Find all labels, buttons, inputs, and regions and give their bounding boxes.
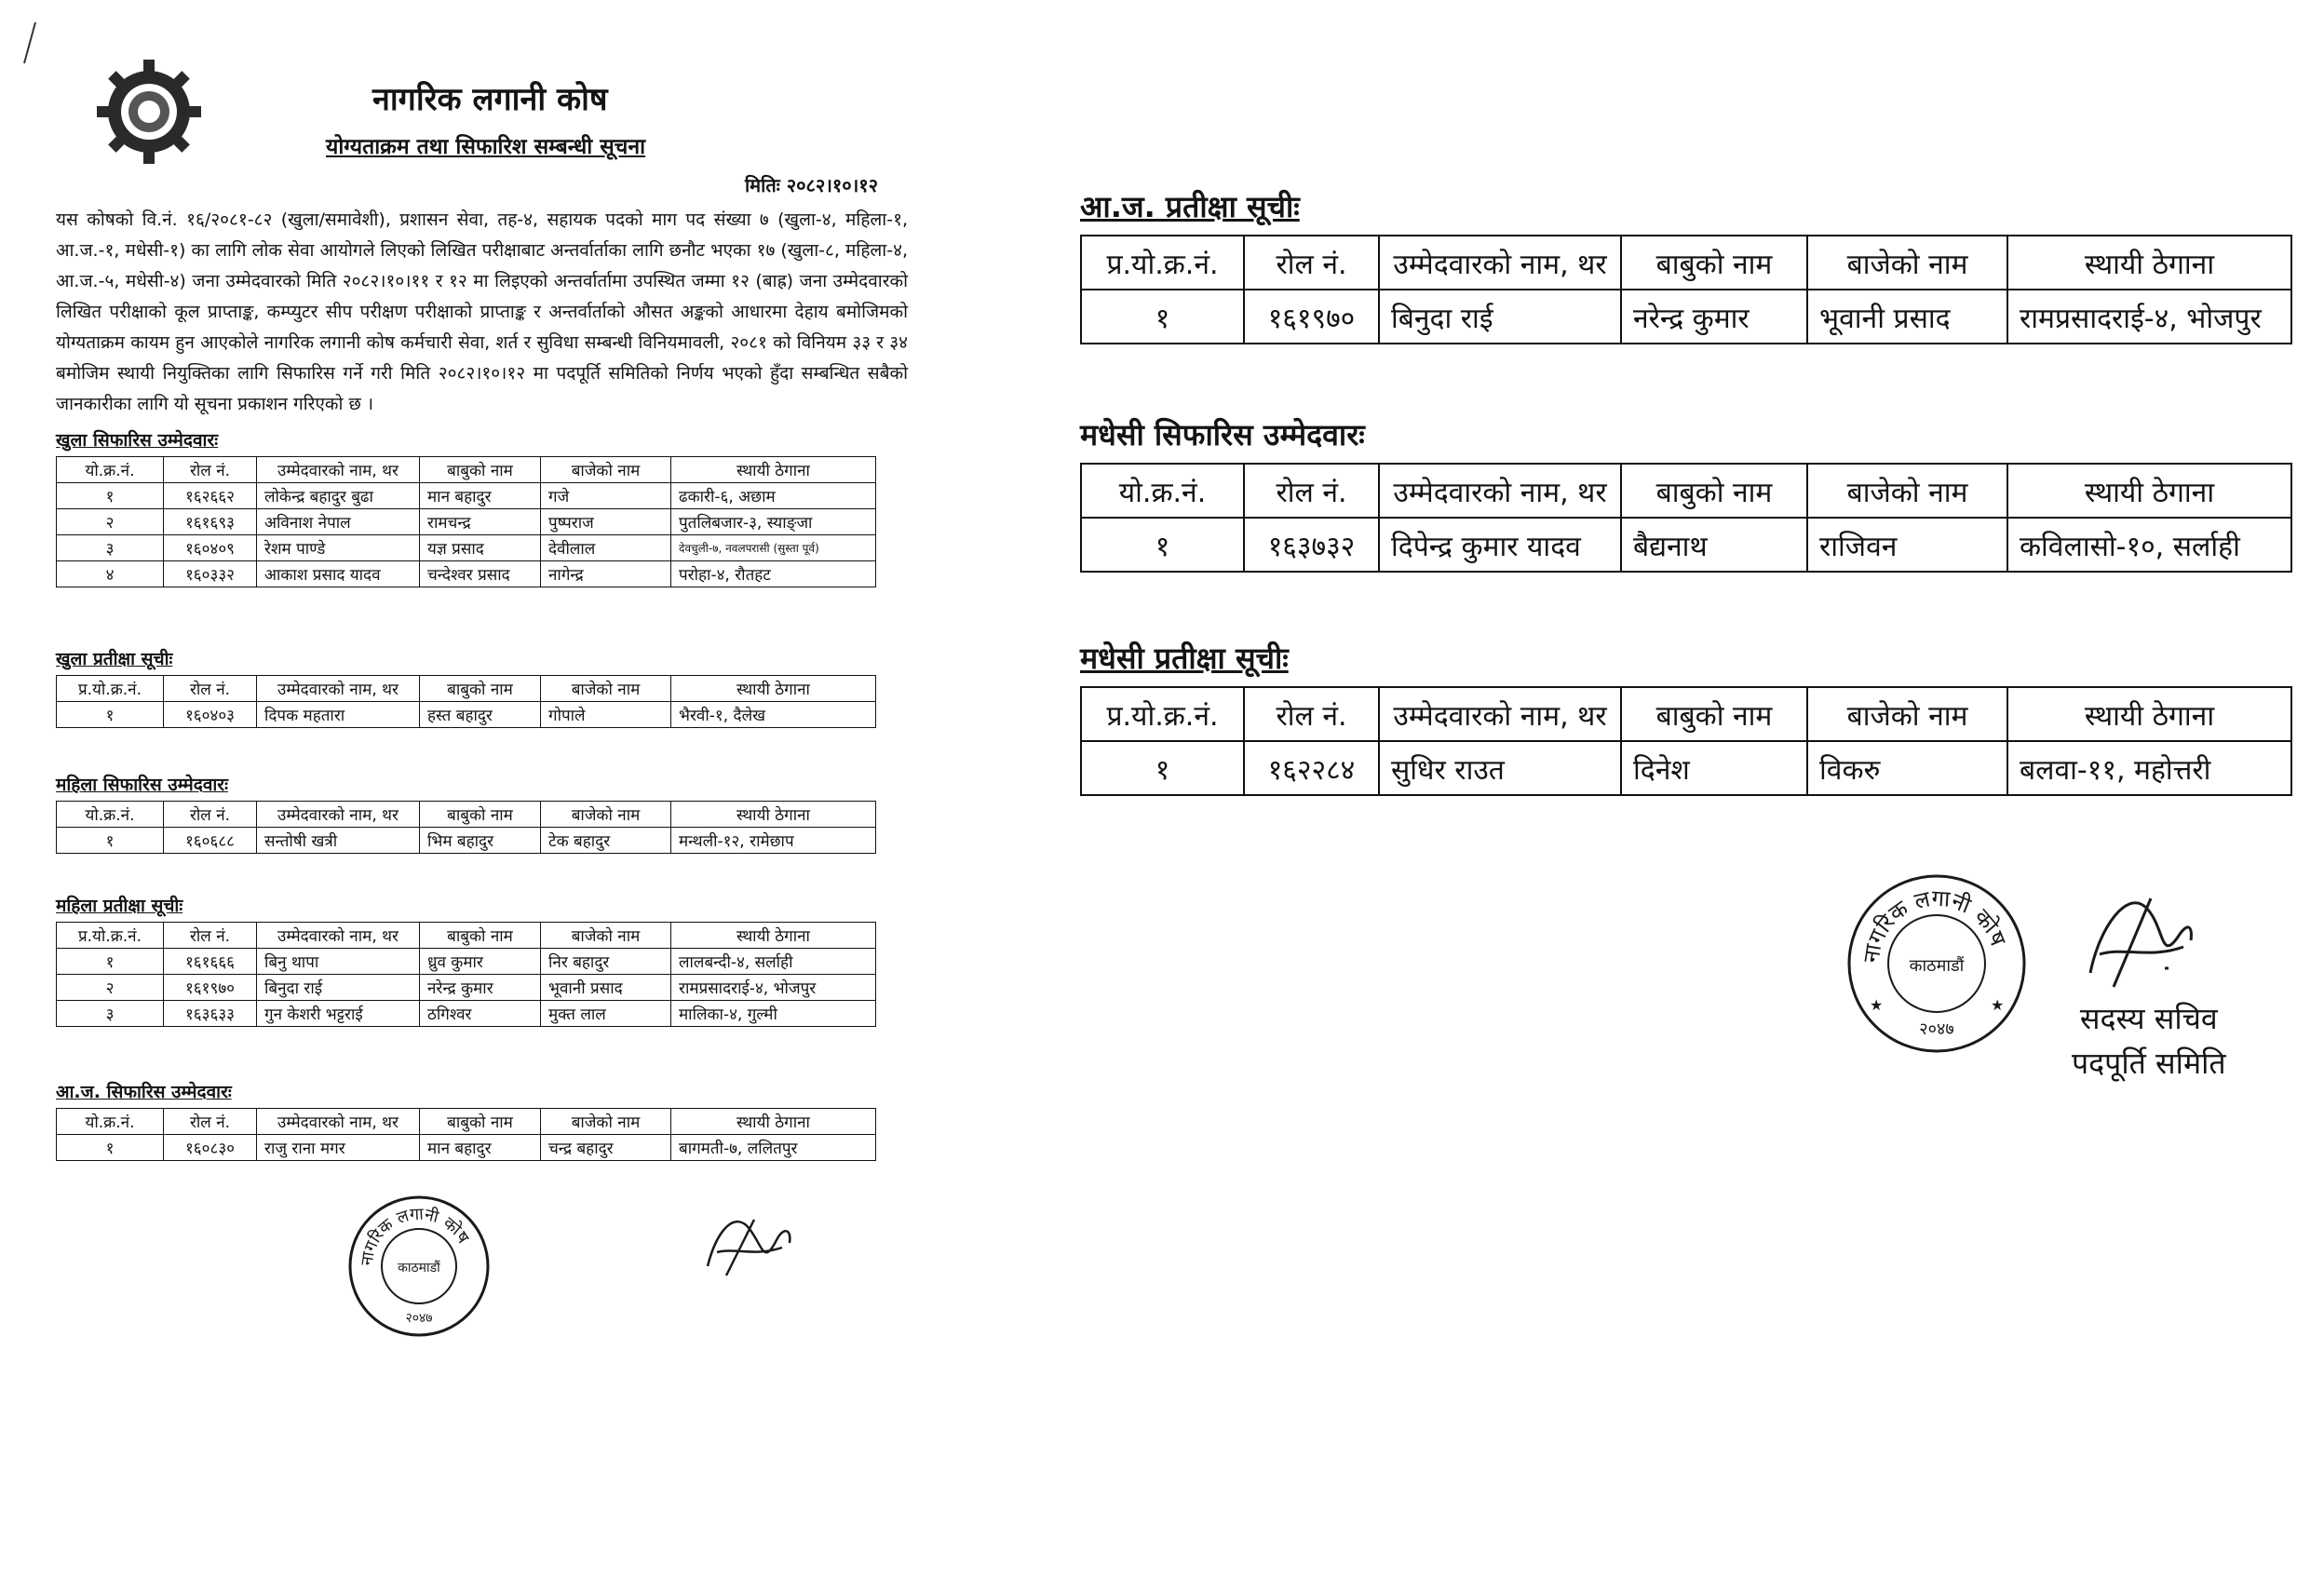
- col-sn: यो.क्र.नं.: [57, 1109, 164, 1135]
- candidate-table: [1080, 235, 2292, 344]
- table-row: [1081, 290, 2291, 344]
- col-father: बाबुको नाम: [420, 676, 541, 702]
- section-heading: आ.ज. सिफारिस उम्मेदवारः: [56, 1082, 232, 1102]
- cell-father: रामचन्द्र: [420, 509, 541, 535]
- table-header-row: [57, 457, 876, 483]
- col-sn: प्र.यो.क्र.नं.: [57, 676, 164, 702]
- cell-address: ढकारी-६, अछाम: [671, 483, 876, 509]
- section-aaja-waiting: [1080, 186, 2290, 344]
- cell-father: मान बहादुर: [420, 483, 541, 509]
- col-sn: प्र.यो.क्र.नं.: [57, 923, 164, 949]
- table-header-row: [57, 802, 876, 828]
- section-mahila-waiting: [56, 894, 908, 1027]
- cell-father: ठगिश्वर: [420, 1001, 541, 1027]
- cell-sn: १: [57, 828, 164, 854]
- table-row: [57, 535, 876, 561]
- cell-sn: ४: [57, 561, 164, 587]
- cell-sn: ३: [57, 535, 164, 561]
- table-header-row: [1081, 464, 2291, 518]
- col-name: उम्मेदवारको नाम, थर: [1379, 236, 1621, 290]
- col-father: बाबुको नाम: [420, 1109, 541, 1135]
- cell-sn: १: [1081, 290, 1244, 344]
- cell-roll: १६३७३२: [1244, 518, 1379, 572]
- cell-father: भिम बहादुर: [420, 828, 541, 854]
- cell-grandfather: टेक बहादुर: [541, 828, 671, 854]
- seal-year-text: २०४७: [1919, 1019, 1954, 1039]
- cell-address: बागमती-७, ललितपुर: [671, 1135, 876, 1161]
- seal-ring-text: नागरिक लगानी कोष: [1858, 884, 2012, 965]
- cell-grandfather: भूवानी प्रसाद: [541, 975, 671, 1001]
- cell-address: देवचुली-७, नवलपरासी (सुस्ता पूर्व): [671, 535, 876, 561]
- section-heading: खुला प्रतीक्षा सूचीः: [56, 649, 173, 669]
- section-mahila-recommended: [56, 773, 908, 854]
- col-grandfather: बाजेको नाम: [1807, 687, 2007, 741]
- table-row: [57, 561, 876, 587]
- cell-name: लोकेन्द्र बहादुर बुढा: [257, 483, 420, 509]
- cell-roll: १६१६६६: [164, 949, 257, 975]
- table-row: [57, 509, 876, 535]
- table-row: [57, 483, 876, 509]
- cell-roll: १६०३३२: [164, 561, 257, 587]
- cell-father: ध्रुव कुमार: [420, 949, 541, 975]
- table-header-row: [57, 1109, 876, 1135]
- organization-name: नागरिक लगानी कोष: [372, 81, 608, 118]
- section-heading: मधेसी सिफारिस उम्मेदवारः: [1080, 417, 1365, 452]
- seal-star-icon: ★: [1870, 996, 1884, 1014]
- left-page: [56, 19, 931, 1326]
- cell-name: सुधिर राउत: [1379, 741, 1621, 795]
- cell-address: कविलासो-१०, सर्लाही: [2007, 518, 2291, 572]
- notice-body: यस कोषको वि.नं. १६/२०८१-८२ (खुला/समावेशी), प्रशासन सेवा, तह-४, सहायक पदको माग पद संख्या ७ (खुला-४, महिला-१, आ.ज.-१, मधेसी-१) का लागि लोक सेवा आयोगले लिएको लिखित परीक्षाबाट अन्तर्वार्ताका लागि छनौट भएका १७ (खुला-८, महिला-४, आ.ज.-५, मधेसी-४) जना उम्मेदवारको मिति २०८२।१०।११ र १२ मा लिइएको अन्तर्वार्तामा उपस्थित जम्मा १२ (बाह्र) जना उम्मेदवारको लिखित परीक्षाको कूल प्राप्ताङ्क, कम्प्युटर सीप परीक्षण परीक्षाको प्राप्ताङ्क र अन्तर्वार्ताको औसत अङ्कको आधारमा देहाय बमोजिमको योग्यताक्रम कायम हुन आएकोले नागरिक लगानी कोष कर्मचारी सेवा, शर्त र सुविधा सम्बन्धी विनियमावली, २०८१ को विनियम ३३ र ३४ बमोजिम स्थायी नियुक्तिका लागि सिफारिस गर्ने गरी मिति २०८२।१०।१२ मा पदपूर्ति समितिको निर्णय भएको हुँदा सम्बन्धित सबैको जानकारीका लागि यो सूचना प्रकाशन गरिएको छ ।: [56, 209, 908, 414]
- col-address: स्थायी ठेगाना: [671, 457, 876, 483]
- candidate-table: [56, 675, 876, 728]
- cell-address: परोहा-४, रौतहट: [671, 561, 876, 587]
- cell-sn: १: [1081, 741, 1244, 795]
- col-name: उम्मेदवारको नाम, थर: [257, 923, 420, 949]
- cell-roll: १६०८३०: [164, 1135, 257, 1161]
- section-madhesi-recommended: [1080, 414, 2290, 573]
- seal-center-text: काठमाडौं: [398, 1261, 440, 1275]
- cell-name: दिपक महतारा: [257, 702, 420, 728]
- cell-father: नरेन्द्र कुमार: [420, 975, 541, 1001]
- table-row: [57, 1001, 876, 1027]
- signatory-title: सदस्य सचिव: [2079, 1001, 2218, 1036]
- col-sn: यो.क्र.नं.: [57, 802, 164, 828]
- col-roll: रोल नं.: [164, 923, 257, 949]
- table-row: [57, 1135, 876, 1161]
- section-heading: आ.ज. प्रतीक्षा सूचीः: [1080, 189, 1300, 224]
- cell-grandfather: चन्द्र बहादुर: [541, 1135, 671, 1161]
- col-sn: यो.क्र.नं.: [1081, 464, 1244, 518]
- cell-father: बैद्यनाथ: [1621, 518, 1807, 572]
- cell-sn: १: [1081, 518, 1244, 572]
- cell-address: मालिका-४, गुल्मी: [671, 1001, 876, 1027]
- table-header-row: [57, 676, 876, 702]
- col-roll: रोल नं.: [164, 802, 257, 828]
- cell-name: अविनाश नेपाल: [257, 509, 420, 535]
- col-address: स्थायी ठेगाना: [671, 676, 876, 702]
- col-father: बाबुको नाम: [420, 457, 541, 483]
- col-grandfather: बाजेको नाम: [541, 802, 671, 828]
- cell-name: आकाश प्रसाद यादव: [257, 561, 420, 587]
- cell-father: चन्देश्वर प्रसाद: [420, 561, 541, 587]
- cell-address: लालबन्दी-४, सर्लाही: [671, 949, 876, 975]
- cell-name: दिपेन्द्र कुमार यादव: [1379, 518, 1621, 572]
- col-sn: प्र.यो.क्र.नं.: [1081, 687, 1244, 741]
- cell-address: मन्थली-१२, रामेछाप: [671, 828, 876, 854]
- table-row: [57, 828, 876, 854]
- table-header-row: [1081, 687, 2291, 741]
- cell-grandfather: गोपाले: [541, 702, 671, 728]
- col-address: स्थायी ठेगाना: [2007, 464, 2291, 518]
- col-sn: प्र.यो.क्र.नं.: [1081, 236, 1244, 290]
- col-father: बाबुको नाम: [420, 802, 541, 828]
- cell-father: मान बहादुर: [420, 1135, 541, 1161]
- col-address: स्थायी ठेगाना: [671, 923, 876, 949]
- col-name: उम्मेदवारको नाम, थर: [1379, 464, 1621, 518]
- notice-title: योग्यताक्रम तथा सिफारिश सम्बन्धी सूचना: [326, 135, 646, 159]
- col-grandfather: बाजेको नाम: [541, 923, 671, 949]
- section-heading: महिला सिफारिस उम्मेदवारः: [56, 775, 228, 795]
- cell-address: बलवा-११, महोत्तरी: [2007, 741, 2291, 795]
- cell-roll: १६०४०३: [164, 702, 257, 728]
- section-aaja-recommended: [56, 1080, 908, 1161]
- col-grandfather: बाजेको नाम: [541, 1109, 671, 1135]
- cell-name: गुन केशरी भट्टराई: [257, 1001, 420, 1027]
- candidate-table: [56, 922, 876, 1027]
- col-grandfather: बाजेको नाम: [1807, 236, 2007, 290]
- cell-name: रेशम पाण्डे: [257, 535, 420, 561]
- cell-father: यज्ञ प्रसाद: [420, 535, 541, 561]
- cell-sn: ३: [57, 1001, 164, 1027]
- cell-sn: १: [57, 702, 164, 728]
- col-name: उम्मेदवारको नाम, थर: [257, 676, 420, 702]
- cell-sn: २: [57, 509, 164, 535]
- cell-address: पुतलिबजार-३, स्याङ्जा: [671, 509, 876, 535]
- seal-center-text: काठमाडौं: [1909, 956, 1965, 976]
- official-seal-icon: [345, 1192, 493, 1341]
- section-khula-recommended: [56, 428, 908, 587]
- table-row: [57, 949, 876, 975]
- col-roll: रोल नं.: [1244, 464, 1379, 518]
- section-madhesi-waiting: [1080, 638, 2290, 796]
- section-heading: मधेसी प्रतीक्षा सूचीः: [1080, 641, 1289, 676]
- cell-roll: १६२६६२: [164, 483, 257, 509]
- col-address: स्थायी ठेगाना: [671, 802, 876, 828]
- cell-grandfather: विकरु: [1807, 741, 2007, 795]
- cell-address: रामप्रसादराई-४, भोजपुर: [2007, 290, 2291, 344]
- cell-name: सन्तोषी खत्री: [257, 828, 420, 854]
- section-heading: खुला सिफारिस उम्मेदवारः: [56, 430, 219, 451]
- col-father: बाबुको नाम: [420, 923, 541, 949]
- cell-address: रामप्रसादराई-४, भोजपुर: [671, 975, 876, 1001]
- seal-star-icon: ★: [1991, 996, 2005, 1014]
- candidate-table: [56, 456, 876, 587]
- col-grandfather: बाजेको नाम: [541, 676, 671, 702]
- cell-father: नरेन्द्र कुमार: [1621, 290, 1807, 344]
- section-heading: महिला प्रतीक्षा सूचीः: [56, 896, 183, 916]
- col-father: बाबुको नाम: [1621, 236, 1807, 290]
- col-grandfather: बाजेको नाम: [541, 457, 671, 483]
- section-khula-waiting: [56, 647, 908, 728]
- cell-roll: १६०६८८: [164, 828, 257, 854]
- signature-icon: [2072, 880, 2202, 1001]
- cell-roll: १६२२८४: [1244, 741, 1379, 795]
- cell-grandfather: मुक्त लाल: [541, 1001, 671, 1027]
- cell-grandfather: पुष्पराज: [541, 509, 671, 535]
- col-address: स्थायी ठेगाना: [671, 1109, 876, 1135]
- col-name: उम्मेदवारको नाम, थर: [257, 457, 420, 483]
- cell-father: दिनेश: [1621, 741, 1807, 795]
- cell-roll: १६३६३३: [164, 1001, 257, 1027]
- cell-grandfather: राजिवन: [1807, 518, 2007, 572]
- seal-ring-text: नागरिक लगानी कोष: [357, 1204, 473, 1267]
- cell-grandfather: निर बहादुर: [541, 949, 671, 975]
- col-roll: रोल नं.: [164, 457, 257, 483]
- cell-name: बिनु थापा: [257, 949, 420, 975]
- candidate-table: [56, 1108, 876, 1161]
- col-roll: रोल नं.: [1244, 687, 1379, 741]
- table-header-row: [1081, 236, 2291, 290]
- table-row: [1081, 518, 2291, 572]
- col-address: स्थायी ठेगाना: [2007, 236, 2291, 290]
- official-seal-icon: [1844, 870, 2030, 1057]
- cell-roll: १६१९७०: [164, 975, 257, 1001]
- candidate-table: [1080, 686, 2292, 796]
- col-grandfather: बाजेको नाम: [1807, 464, 2007, 518]
- col-name: उम्मेदवारको नाम, थर: [257, 802, 420, 828]
- candidate-table: [1080, 463, 2292, 573]
- cell-name: राजु राना मगर: [257, 1135, 420, 1161]
- cell-grandfather: देवीलाल: [541, 535, 671, 561]
- cell-address: भैरवी-१, दैलेख: [671, 702, 876, 728]
- col-father: बाबुको नाम: [1621, 687, 1807, 741]
- cell-roll: १६१९७०: [1244, 290, 1379, 344]
- col-name: उम्मेदवारको नाम, थर: [1379, 687, 1621, 741]
- signatory-block: [2072, 996, 2226, 1086]
- organization-logo-icon: [93, 56, 205, 168]
- col-address: स्थायी ठेगाना: [2007, 687, 2291, 741]
- cell-sn: १: [57, 1135, 164, 1161]
- cell-sn: २: [57, 975, 164, 1001]
- cell-sn: १: [57, 949, 164, 975]
- cell-father: हस्त बहादुर: [420, 702, 541, 728]
- col-roll: रोल नं.: [1244, 236, 1379, 290]
- cell-roll: १६०४०९: [164, 535, 257, 561]
- col-roll: रोल नं.: [164, 1109, 257, 1135]
- cell-grandfather: गजे: [541, 483, 671, 509]
- cell-name: बिनुदा राई: [1379, 290, 1621, 344]
- signature-icon: [698, 1201, 801, 1285]
- col-father: बाबुको नाम: [1621, 464, 1807, 518]
- notice-date: मितिः २०८२।१०।१२: [745, 174, 879, 196]
- col-name: उम्मेदवारको नाम, थर: [257, 1109, 420, 1135]
- seal-year-text: २०४७: [405, 1311, 433, 1326]
- col-roll: रोल नं.: [164, 676, 257, 702]
- table-row: [57, 702, 876, 728]
- col-sn: यो.क्र.नं.: [57, 457, 164, 483]
- pen-mark-icon: [19, 20, 41, 65]
- candidate-table: [56, 801, 876, 854]
- cell-name: बिनुदा राई: [257, 975, 420, 1001]
- cell-grandfather: नागेन्द्र: [541, 561, 671, 587]
- cell-grandfather: भूवानी प्रसाद: [1807, 290, 2007, 344]
- cell-roll: १६१६९३: [164, 509, 257, 535]
- table-row: [57, 975, 876, 1001]
- table-header-row: [57, 923, 876, 949]
- table-row: [1081, 741, 2291, 795]
- cell-sn: १: [57, 483, 164, 509]
- signatory-committee: पदपूर्ति समिति: [2072, 1046, 2226, 1081]
